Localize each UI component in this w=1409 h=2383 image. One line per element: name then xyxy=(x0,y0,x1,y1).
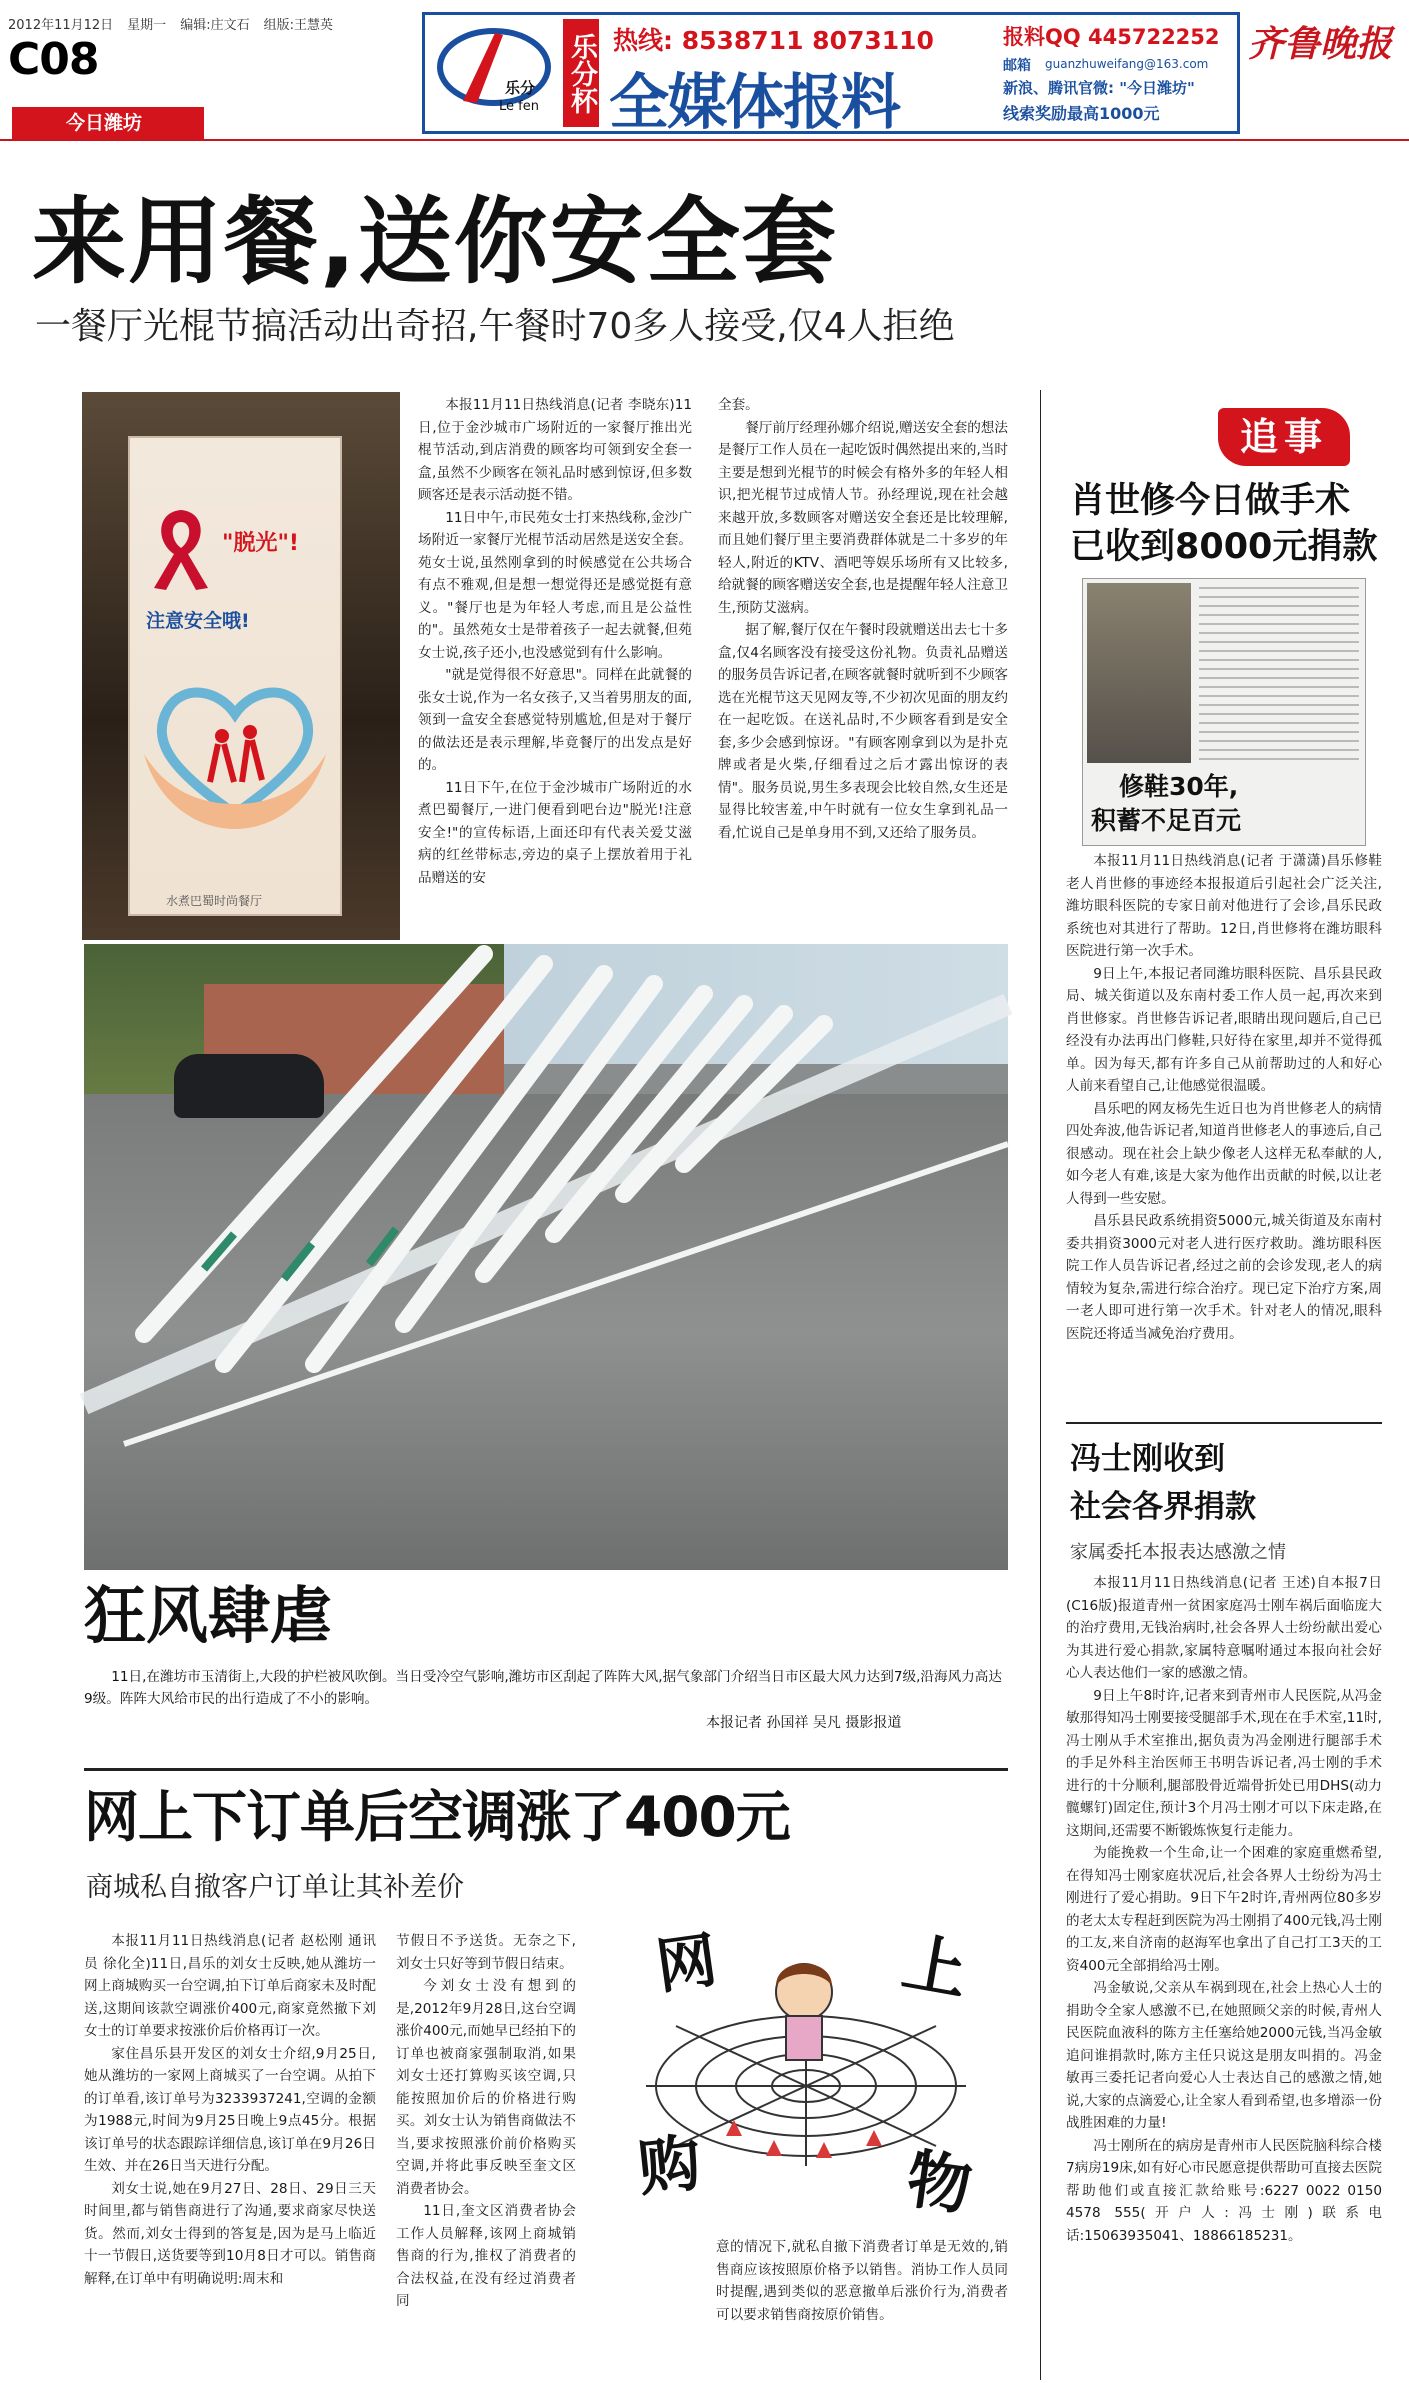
email-label: 邮箱 xyxy=(1003,58,1031,74)
paragraph: 本报11月11日热线消息(记者 赵松刚 通讯员 徐化全)11日,昌乐的刘女士反映,她从潍坊一网上商城购买一台空调,拍下订单后商家未及时配送,这期间该款空调涨价400元,商家竟然撤下刘女士的订单要求按涨价后价格再订一次。 xyxy=(84,1933,376,2039)
story3-headline: 网上下订单后空调涨了400元 xyxy=(84,1785,790,1849)
shopping-cartoon xyxy=(586,1896,1008,2230)
followup-body xyxy=(1066,850,1382,1418)
issue-date: 2012年11月12日 xyxy=(8,18,114,33)
story1-column-2 xyxy=(718,394,1008,940)
report-qq: 报料QQ 445722252 xyxy=(1003,25,1220,49)
feng-headline-2: 社会各界捐款 xyxy=(1070,1489,1256,1525)
weibo-account: 新浪、腾讯官微: "今日潍坊" xyxy=(1003,79,1195,97)
paragraph: 本报11月11日热线消息(记者 于潇潇)昌乐修鞋老人肖世修的事迹经本报报道后引起社会广泛关注,潍坊眼科医院的专家日前对他进行了会诊,昌乐民政系统也对其进行了帮助。12日,肖世修将在潍坊眼科医院进行第一次手术。 xyxy=(1066,853,1382,959)
paragraph: 今刘女士没有想到的是,2012年9月28日,这台空调涨价400元,而她早已经拍下的订单也被商家强制取消,如果刘女士还打算购买该空调,只能按照加价后的价格进行购买。刘女士认为销售商做法不当,要求按照涨价前价格购买空调,并将此事反映至奎文区消费者协会。 xyxy=(396,1978,576,2197)
wind-credit: 本报记者 孙国祥 吴凡 摄影报道 xyxy=(706,1715,902,1731)
paragraph: 家住昌乐县开发区的刘女士介绍,9月25日,她从潍坊的一家网上商城买了一台空调。从拍下的订单看,该订单号为3233937241,空调的金额为1988元,时间为9月25日晚上9点45分。根据该订单号的状态跟踪详细信息,该订单在9月26日生效、并在26日当天进行分配。 xyxy=(84,2045,376,2174)
paragraph: 节假日不予送货。无奈之下,刘女士只好等到节假日结束。 xyxy=(396,1933,576,1972)
weekday: 星期一 xyxy=(127,18,167,33)
page-number: C08 xyxy=(8,34,99,85)
story1-headline: 来用餐,送你安全套 xyxy=(32,188,838,297)
paper-name-logo: 齐鲁晚报 xyxy=(1248,23,1393,65)
right-column-divider xyxy=(1040,390,1041,2380)
paragraph: 本报11月11日热线消息(记者 李晓东)11日,位于金沙城市广场附近的一家餐厅推出光棍节活动,到店消费的顾客均可领到安全套一盒,虽然不少顾客在领礼品时感到惊讶,但多数顾客还是表示活动挺不错。 xyxy=(418,397,692,503)
paragraph: 据了解,餐厅仅在午餐时段就赠送出去七十多盒,仅4名顾客没有接受这份礼物。负责礼品赠送的服务员告诉记者,在顾客就餐时就听到不少顾客选在光棍节这天见网友等,不少初次见面的朋友约在一起吃饭。在送礼品时,不少顾客看到是安全套,多少会感到惊讶。"有顾客刚拿到以为是扑克牌或者是火柴,仔细看过之后才露出惊讶的表情"。服务员说,男生多表现会比较自然,女生还是显得比较害羞,中午时就有一位女生拿到礼品一看,忙说自己是单身用不到,又还给了服务员。 xyxy=(718,622,1008,841)
paragraph: "就是觉得很不好意思"。同样在此就餐的张女士说,作为一名女孩子,又当着男朋友的面,领到一盒安全套感觉特别尴尬,但是对于餐厅的做法还是表示理解,毕竟餐厅的出发点是好的。 xyxy=(418,667,692,773)
story3-column-3b xyxy=(716,2236,1008,2378)
brand-en: Le fen xyxy=(499,99,539,114)
wind-photo xyxy=(84,944,1008,1570)
paragraph: 餐厅前厅经理孙娜介绍说,赠送安全套的想法是餐厅工作人员在一起吃饭时偶然提出来的,当时主要是想到光棍节的时候会有格外多的年轻人相识,把光棍节过成情人节。孙经理说,现在社会越来越开放,多数顾客对赠送安全套还是比较理解,而且她们餐厅里主要消费群体就是二十多岁的年轻人,附近的KTV、酒吧等娱乐场所有又比较多,给就餐的顾客赠送安全套,也是提醒年轻人注意卫生,预防艾滋病。 xyxy=(718,419,1008,616)
paragraph: 冯士刚所在的病房是青州市人民医院脑科综合楼7病房19床,如有好心市民愿意提供帮助可直接去医院帮助他们或直接汇款给账号:6227 0022 0150 4578 555(开户人:冯士刚)联系电话:15063935041、18866185231。 xyxy=(1066,2137,1382,2244)
story1-photo xyxy=(82,392,400,940)
followup-badge: 追事 xyxy=(1218,408,1350,466)
feng-subhead: 家属委托本报表达感激之情 xyxy=(1070,1542,1286,1563)
hotline: 热线: 8538711 8073110 xyxy=(613,26,934,55)
story1-column-1 xyxy=(418,394,692,940)
baoliao-banner xyxy=(422,12,1240,138)
feng-body xyxy=(1066,1572,1382,2378)
paragraph: 冯金敏说,父亲从车祸到现在,社会上热心人士的捐助令全家人感激不已,在她照顾父亲的时候,青州人民医院血液科的陈方主任塞给她2000元钱,当冯金敏追问谁捐款时,陈方主任只说这是朋友叫捐的。冯金敏再三委托记者向爱心人士表达自己的感激之情,她说,大家的点滴爱心,让全家人看到希望,也多增添一份战胜困难的力量! xyxy=(1066,1980,1382,2131)
cartoon-char-4: 物 xyxy=(902,2142,977,2226)
story3-column-1 xyxy=(84,1930,376,2378)
cartoon-char-3: 购 xyxy=(634,2125,705,2206)
email[interactable]: guanzhuweifang@163.com xyxy=(1045,57,1209,71)
cartoon-char-1: 网 xyxy=(652,1925,722,2003)
red-ribbon-icon xyxy=(146,502,216,592)
story1-subheadline: 一餐厅光棍节搞活动出奇招,午餐时70多人接受,仅4人拒绝 xyxy=(35,306,955,347)
slogan: 全媒体报料 xyxy=(609,68,899,138)
clipping-title-1: 修鞋30年, xyxy=(1119,772,1239,801)
story3-subheadline: 商城私自撤客户订单让其补差价 xyxy=(86,1872,464,1903)
cartoon-char-2: 上 xyxy=(897,1925,973,2010)
wind-caption: 11日,在潍坊市玉清街上,大段的护栏被风吹倒。当日受冷空气影响,潍坊市区刮起了阵阵大风,据气象部门介绍当日市区最大风力达到7级,沿海风力高达9级。阵阵大风给市民的出行造成了不小的影响。 xyxy=(84,1669,1002,1707)
paragraph: 9日上午,本报记者同潍坊眼科医院、昌乐县民政局、城关街道以及东南村委工作人员一起,再次来到肖世修家。肖世修告诉记者,眼睛出现问题后,自己已经没有办法再出门修鞋,只好待在家里,却并不觉得孤单。因为每天,都有许多自己从前帮助过的人和好心人前来看望自己,让他感觉很温暖。 xyxy=(1066,965,1382,1094)
cup-name-badge: 乐分杯 xyxy=(563,19,599,127)
heart-hands-icon xyxy=(138,664,332,834)
clipping-photo xyxy=(1087,583,1191,763)
feng-headline-1: 冯士刚收到 xyxy=(1070,1441,1225,1477)
paragraph: 9日上午8时许,记者来到青州市人民医院,从冯金敏那得知冯士刚要接受腿部手术,现在在手术室,11时,冯士刚从手术室推出,据负责为冯金刚进行腿部手术的手足外科主治医师王书明告诉记者,冯士刚的手术进行的十分顺利,腿部股骨近端骨折处已用DHS(动力髋螺钉)固定住,预计3个月冯士刚才可以下床走路,在这期间,还需要不断锻炼恢复行走能力。 xyxy=(1066,1687,1382,1839)
designer: 组版:王慧英 xyxy=(263,18,333,33)
paragraph: 本报11月11日热线消息(记者 王述)自本报7日(C16版)报道青州一贫困家庭冯士刚车祸后面临庞大的治疗费用,无钱治病时,社会各界人士纷纷献出爱心为其进行爱心捐款,家属特意嘱咐通过本报向社会好心人表达他们一家的感激之情。 xyxy=(1066,1575,1382,1681)
editor: 编辑:庄文石 xyxy=(180,18,250,33)
poster-sign-1: "脱光"! xyxy=(222,531,299,556)
clipping-title-2: 积蓄不足百元 xyxy=(1091,806,1242,835)
paragraph: 11日,奎文区消费者协会工作人员解释,该网上商城销售商的行为,推权了消费者的合法权益,在没有经过消费者同 xyxy=(396,2203,576,2309)
lefen-logo xyxy=(433,21,555,125)
poster-footer: 水煮巴蜀时尚餐厅 xyxy=(166,894,263,908)
feng-top-rule xyxy=(1066,1422,1382,1424)
masthead-date-line xyxy=(8,14,333,33)
brand-cn: 乐分 xyxy=(505,79,536,97)
paragraph: 11日中午,市民苑女士打来热线称,金沙广场附近一家餐厅光棍节活动居然是送安全套。苑女士说,虽然刚拿到的时候感觉在公共场合有点不雅观,但是想一想觉得还是感觉挺有意义。"餐厅也是为年轻人考虑,而且是公益性的"。虽然苑女士是带着孩子一起去就餐,但苑女士说,孩子还小,也没感觉到有什么影响。 xyxy=(418,509,692,661)
story3-top-rule xyxy=(84,1768,1008,1771)
wind-headline: 狂风肆虐 xyxy=(84,1579,333,1652)
followup-headline-1: 肖世修今日做手术 xyxy=(1070,481,1351,521)
reward-line: 线索奖励最高1000元 xyxy=(1003,104,1160,123)
clipping-text-lines xyxy=(1199,587,1359,763)
poster-sign-2: 注意安全哦! xyxy=(146,610,250,632)
paragraph: 刘女士说,她在9月27日、28日、29日三天时间里,都与销售商进行了沟通,要求商家尽快送货。然而,刘女士得到的答复是,因为是马上临近十一节假日,送货要等到10月8日才可以。销售商解释,在订单中有明确说明:周末和 xyxy=(84,2180,376,2287)
paragraph: 11日下午,在位于金沙城市广场附近的水煮巴蜀餐厅,一进门便看到吧台边"脱光!注意安全!"的宣传标语,上面还印有代表关爱艾滋病的红丝带标志,旁边的桌子上摆放着用于礼品赠送的安 xyxy=(418,779,692,886)
followup-headline-2: 已收到8000元捐款 xyxy=(1070,527,1378,567)
paragraph: 昌乐吧的网友杨先生近日也为肖世修老人的病情四处奔波,他告诉记者,知道肖世修老人的事迹后,自己很感动。现在社会上缺少像老人这样无私奉献的人,如今老人有难,该是大家为他作出贡献的时候,以让老人得到一些安慰。 xyxy=(1066,1100,1382,1207)
paragraph: 昌乐县民政系统捐资5000元,城关街道及东南村委共捐资3000元对老人进行医疗救助。潍坊眼科医院工作人员告诉记者,经过之前的会诊发现,老人的病情较为复杂,需进行综合治疗。现已定下治疗方案,周一老人即可进行第一次手术。针对老人的情况,眼科医院还将适当减免治疗费用。 xyxy=(1066,1213,1382,1342)
story3-column-2 xyxy=(396,1930,576,2309)
followup-clipping xyxy=(1082,578,1366,846)
section-tab: 今日潍坊 xyxy=(12,107,204,139)
paragraph: 意的情况下,就私自撤下消费者订单是无效的,销售商应该按照原价格予以销售。消协工作人员同时提醒,遇到类似的恶意撤单后涨价行为,消费者可以要求销售商按原价销售。 xyxy=(716,2239,1008,2323)
fallen-railing-icon xyxy=(84,944,1008,1570)
paragraph: 为能挽救一个生命,让一个困难的家庭重燃希望,在得知冯士刚家庭状况后,社会各界人士纷纷为冯士刚进行了爱心捐助。9日下午2时许,青州两位80多岁的老太太专程赶到医院为冯士刚捐了400元钱,冯士刚的工友,来自济南的赵海军也拿出了自己打工3天的工资400元全部捐给冯士刚。 xyxy=(1066,1845,1382,1974)
paragraph: 全套。 xyxy=(718,397,759,413)
